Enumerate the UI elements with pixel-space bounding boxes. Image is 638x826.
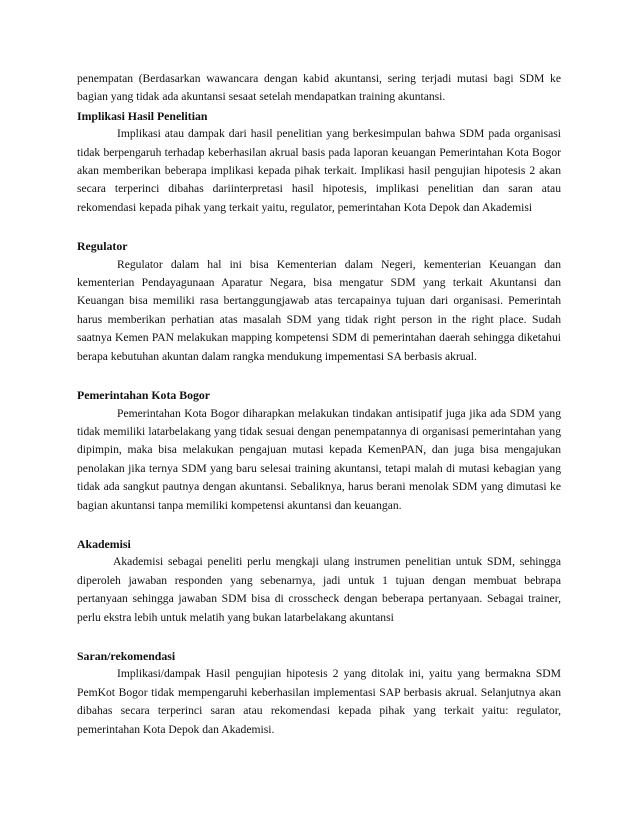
paragraph-akademisi: Akademisi sebagai peneliti perlu mengkaji ulang instrumen penelitian untuk SDM, sehingga diperoleh jawaban responden yang sebenarnya, jadi untuk 1 tujuan dengan membuat bebrapa pertanyaan sehingga jawaban SDM bisa di crosscheck dengan beberapa pertanyaan. Sebagai trainer, perlu ekstra lebih untuk melatih yang bukan latarbelakang akuntansi <box>77 555 561 624</box>
intro-paragraph: penempatan (Berdasarkan wawancara dengan kabid akuntansi, sering terjadi mutasi bagi SDM ke bagian yang tidak ada akuntansi sesaat setelah mendapatkan training akuntansi. <box>77 72 561 104</box>
heading-regulator: Regulator <box>77 239 128 254</box>
heading-pemerintahan-kota-bogor: Pemerintahan Kota Bogor <box>77 388 211 403</box>
document-body <box>77 70 561 739</box>
heading-saran-rekomendasi: Saran/rekomendasi <box>77 648 176 663</box>
section-spacer <box>77 627 561 647</box>
paragraph-saran-rekomendasi: Implikasi/dampak Hasil pengujian hipotesis 2 yang ditolak ini, yaitu yang bermakna SDM PemKot Bogor tidak mempengaruhi keberhasilan implementasi SAP berbasis akrual. Selanjutnya akan dibahas secara terperinci saran atau rekomendasi kepada pihak yang terkait yaitu: regulator, pemerintahan Kota Depok dan Akademisi. <box>77 667 561 736</box>
section-spacer <box>77 366 561 386</box>
paragraph-regulator: Regulator dalam hal ini bisa Kementerian dalam Negeri, kementerian Keuangan dan kementerian Pendayagunaan Aparatur Negara, bisa mengatur SDM yang terkait Akuntansi dan Keuangan bisa memiliki rasa bertanggungjawab atas tercapainya tujuan dari organisasi. Pemerintah harus memberikan perhatian atas masalah SDM yang tidak right person in the right place. Sudah saatnya Kemen PAN melakukan mapping kompetensi SDM di pemerintahan daerah sehingga diketahui berapa kebutuhan akuntan dalam rangka mendukung impementasi SA berbasis akrual. <box>77 257 561 363</box>
heading-akademisi: Akademisi <box>77 536 131 551</box>
section-spacer <box>77 217 561 237</box>
paragraph-implikasi: Implikasi atau dampak dari hasil penelitian yang berkesimpulan bahwa SDM pada organisasi tidak berpengaruh terhadap keberhasilan akrual basis pada laporan keuangan Pemerintahan Kota Bogor akan memberikan beberapa implikasi kepada pihak terkait. Implikasi hasil pengujian hipotesis 2 akan secara terperinci dibahas dariinterpretasi hasil hipotesis, implikasi penelitian dan saran atau rekomendasi kepada pihak yang terkait yaitu, regulator, pemerintahan Kota Depok dan Akademisi <box>77 127 561 214</box>
heading-implikasi: Implikasi Hasil Penelitian <box>77 108 208 123</box>
paragraph-pemerintahan-kota-bogor: Pemerintahan Kota Bogor diharapkan melakukan tindakan antisipatif juga jika ada SDM yang tidak memiliki latarbelakang yang tidak sesuai dengan penempatannya di organisasi pemerintahan yang dipimpin, maka bisa melakukan pengajuan mutasi kepada KemenPAN, dan juga bisa mengajukan penolakan jika ternya SDM yang baru selesai training akuntansi, tetapi malah di mutasi kebagian yang tidak ada sangkut pautnya dengan akuntansi. Sebaliknya, harus berani menolak SDM yang dimutasi ke bagian akuntansi tanpa memiliki kompetensi akuntansi dan keuangan. <box>77 406 561 512</box>
section-spacer <box>77 515 561 535</box>
